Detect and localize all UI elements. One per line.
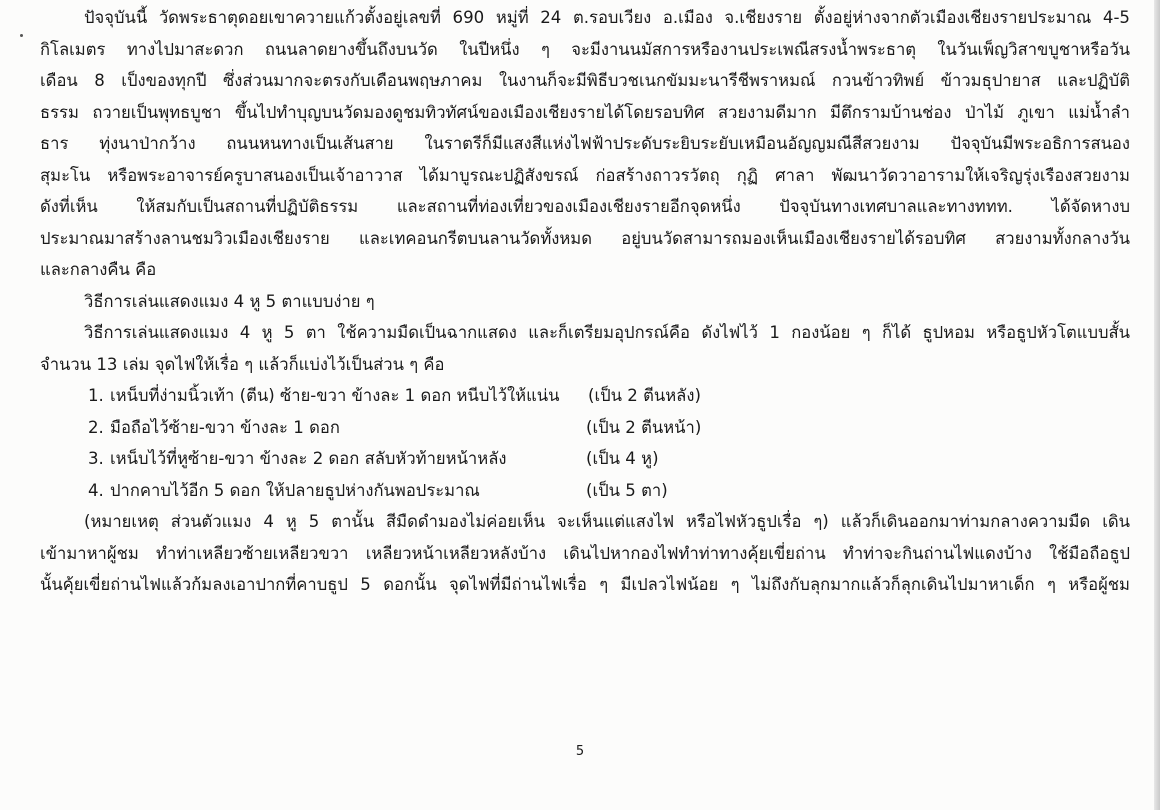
note-line: นั้นคุ้ยเขี่ยถ่านไฟแล้วก้มลงเอาปากที่คาบธูป 5 ดอกนั้น จุดไฟที่มีถ่านไฟเรื่อ ๆ มีเปลวไฟน้อย ๆ ไม่ถึงกับลุกมากแล้วก็ลุกเดินไปมาหาเด็ก ๆ หรือผู้ชม	[40, 575, 1130, 594]
list-item-number: 4.	[88, 480, 104, 500]
body-line: และกลางคืน คือ	[40, 260, 157, 279]
note-line: เข้ามาหาผู้ชม ทำท่าเหลียวซ้ายเหลียวขวา เหลียวหน้าเหลียวหลังบ้าง เดินไปหากองไฟทำท่าทางคุ้ยเขี่ยถ่าน ทำท่าจะกินถ่านไฟแดงบ้าง ใช้มือถือธูป	[40, 543, 1130, 563]
document-text	[40, 2, 1130, 601]
body-line: ธาร ทุ่งนาป่ากว้าง ถนนหนทางเป็นเส้นสาย ในราตรีก็มีแสงสีแห่งไฟฟ้าประดับระยิบระยับเหมือนอัญญมณีสีสวยงาม ปัจจุบันมีพระอธิการสนอง	[40, 134, 1130, 153]
list-item-number: 2.	[88, 417, 104, 437]
list-item-number: 1.	[88, 386, 104, 405]
body-line: เดือน 8 เป็งของทุกปี ซึ่งส่วนมากจะตรงกับเดือนพฤษภาคม ในงานก็จะมีพิธีบวชเนกขัมมะนารีชีพราหมณ์ กวนข้าวทิพย์ ข้าวมธุปายาส และปฏิบัติ	[40, 71, 1130, 90]
list-item-text: เหน็บที่ง่ามนิ้วเท้า (ตีน) ซ้าย-ขวา ข้างละ 1 ดอก หนีบไว้ให้แน่น	[110, 386, 560, 405]
body-line: ดังที่เห็น ให้สมกับเป็นสถานที่ปฏิบัติธรรม และสถานที่ท่องเที่ยวของเมืองเชียงรายอีกจุดหนึ่ง ปัจจุบันทางเทศบาลและทางททท. ได้จัดหางบ	[40, 197, 1130, 216]
method-line: จำนวน 13 เล่ม จุดไฟให้เรื่อ ๆ แล้วก็แบ่งไว้เป็นส่วน ๆ คือ	[40, 354, 445, 374]
list-item-result: (เป็น 5 ตา)	[586, 480, 668, 500]
list-item-result: (เป็น 2 ตีนหน้า)	[586, 417, 702, 437]
list-item-result: (เป็น 4 หู)	[586, 449, 659, 468]
body-line: สุมะโน หรือพระอาจารย์ครูบาสนองเป็นเจ้าอาวาส ได้มาบูรณะปฏิสังขรณ์ ก่อสร้างถาวรวัตถุ กุฏิ ศาลา พัฒนาวัดวาอารามให้เจริญรุ่งเรืองสวยงาม	[40, 165, 1130, 185]
page-number: 5	[575, 744, 585, 759]
body-line: ปัจจุบันนี้ วัดพระธาตุดอยเขาควายแก้วตั้งอยู่เลขที่ 690 หมู่ที่ 24 ต.รอบเวียง อ.เมือง จ.เชียงราย ตั้งอยู่ห่างจากตัวเมืองเชียงรายประมาณ 4-5	[84, 8, 1130, 27]
method-line: วิธีการเล่นแสดงแมง 4 หู 5 ตา ใช้ความมืดเป็นฉากแสดง และก็เตรียมอุปกรณ์คือ ดังไฟไว้ 1 กองน้อย ๆ ก็ได้ ธูปหอม หรือธูปหัวโตแบบสั้น	[84, 323, 1130, 342]
list-item	[40, 475, 1130, 507]
section-heading: วิธีการเล่นแสดงแมง 4 หู 5 ตาแบบง่าย ๆ	[84, 291, 375, 311]
list-item-number: 3.	[88, 449, 104, 468]
scan-speck	[20, 34, 23, 37]
list-item-text: ปากคาบไว้อีก 5 ดอก ให้ปลายธูปห่างกันพอประมาณ	[110, 480, 480, 500]
list-item	[40, 412, 1130, 444]
scan-edge	[1154, 0, 1160, 810]
list-item-text: เหน็บไว้ที่หูซ้าย-ขวา ข้างละ 2 ดอก สลับหัวท้ายหน้าหลัง	[110, 449, 507, 468]
body-line: ธรรม ถวายเป็นพุทธบูชา ขึ้นไปทำบุญบนวัดมองดูชมทิวทัศน์ของเมืองเชียงรายได้โดยรอบทิศ สวยงามดีมาก มีตึกรามบ้านช่อง ป่าไม้ ภูเขา แม่น้ำลำ	[40, 102, 1130, 122]
body-line: ประมาณมาสร้างลานชมวิวเมืองเชียงราย และเทคอนกรีตบนลานวัดทั้งหมด อยู่บนวัดสามารถมองเห็นเมืองเชียงรายได้รอบทิศ สวยงามทั้งกลางวัน	[40, 228, 1130, 248]
list-item	[40, 380, 1130, 412]
list-item-result: (เป็น 2 ตีนหลัง)	[588, 386, 701, 405]
list-item	[40, 443, 1130, 475]
body-line: กิโลเมตร ทางไปมาสะดวก ถนนลาดยางขึ้นถึงบนวัด ในปีหนึ่ง ๆ จะมีงานนมัสการหรืองานประเพณีสรงน้ำพระธาตุ ในวันเพ็ญวิสาขบูชาหรือวัน	[40, 39, 1130, 59]
list-item-text: มือถือไว้ซ้าย-ขวา ข้างละ 1 ดอก	[110, 417, 340, 437]
note-line: (หมายเหตุ ส่วนตัวแมง 4 หู 5 ตานั้น สีมืดดำมองไม่ค่อยเห็น จะเห็นแต่แสงไฟ หรือไฟหัวธูปเรื่อ ๆ) แล้วก็เดินออกมาท่ามกลางความมืด เดิน	[84, 512, 1130, 531]
